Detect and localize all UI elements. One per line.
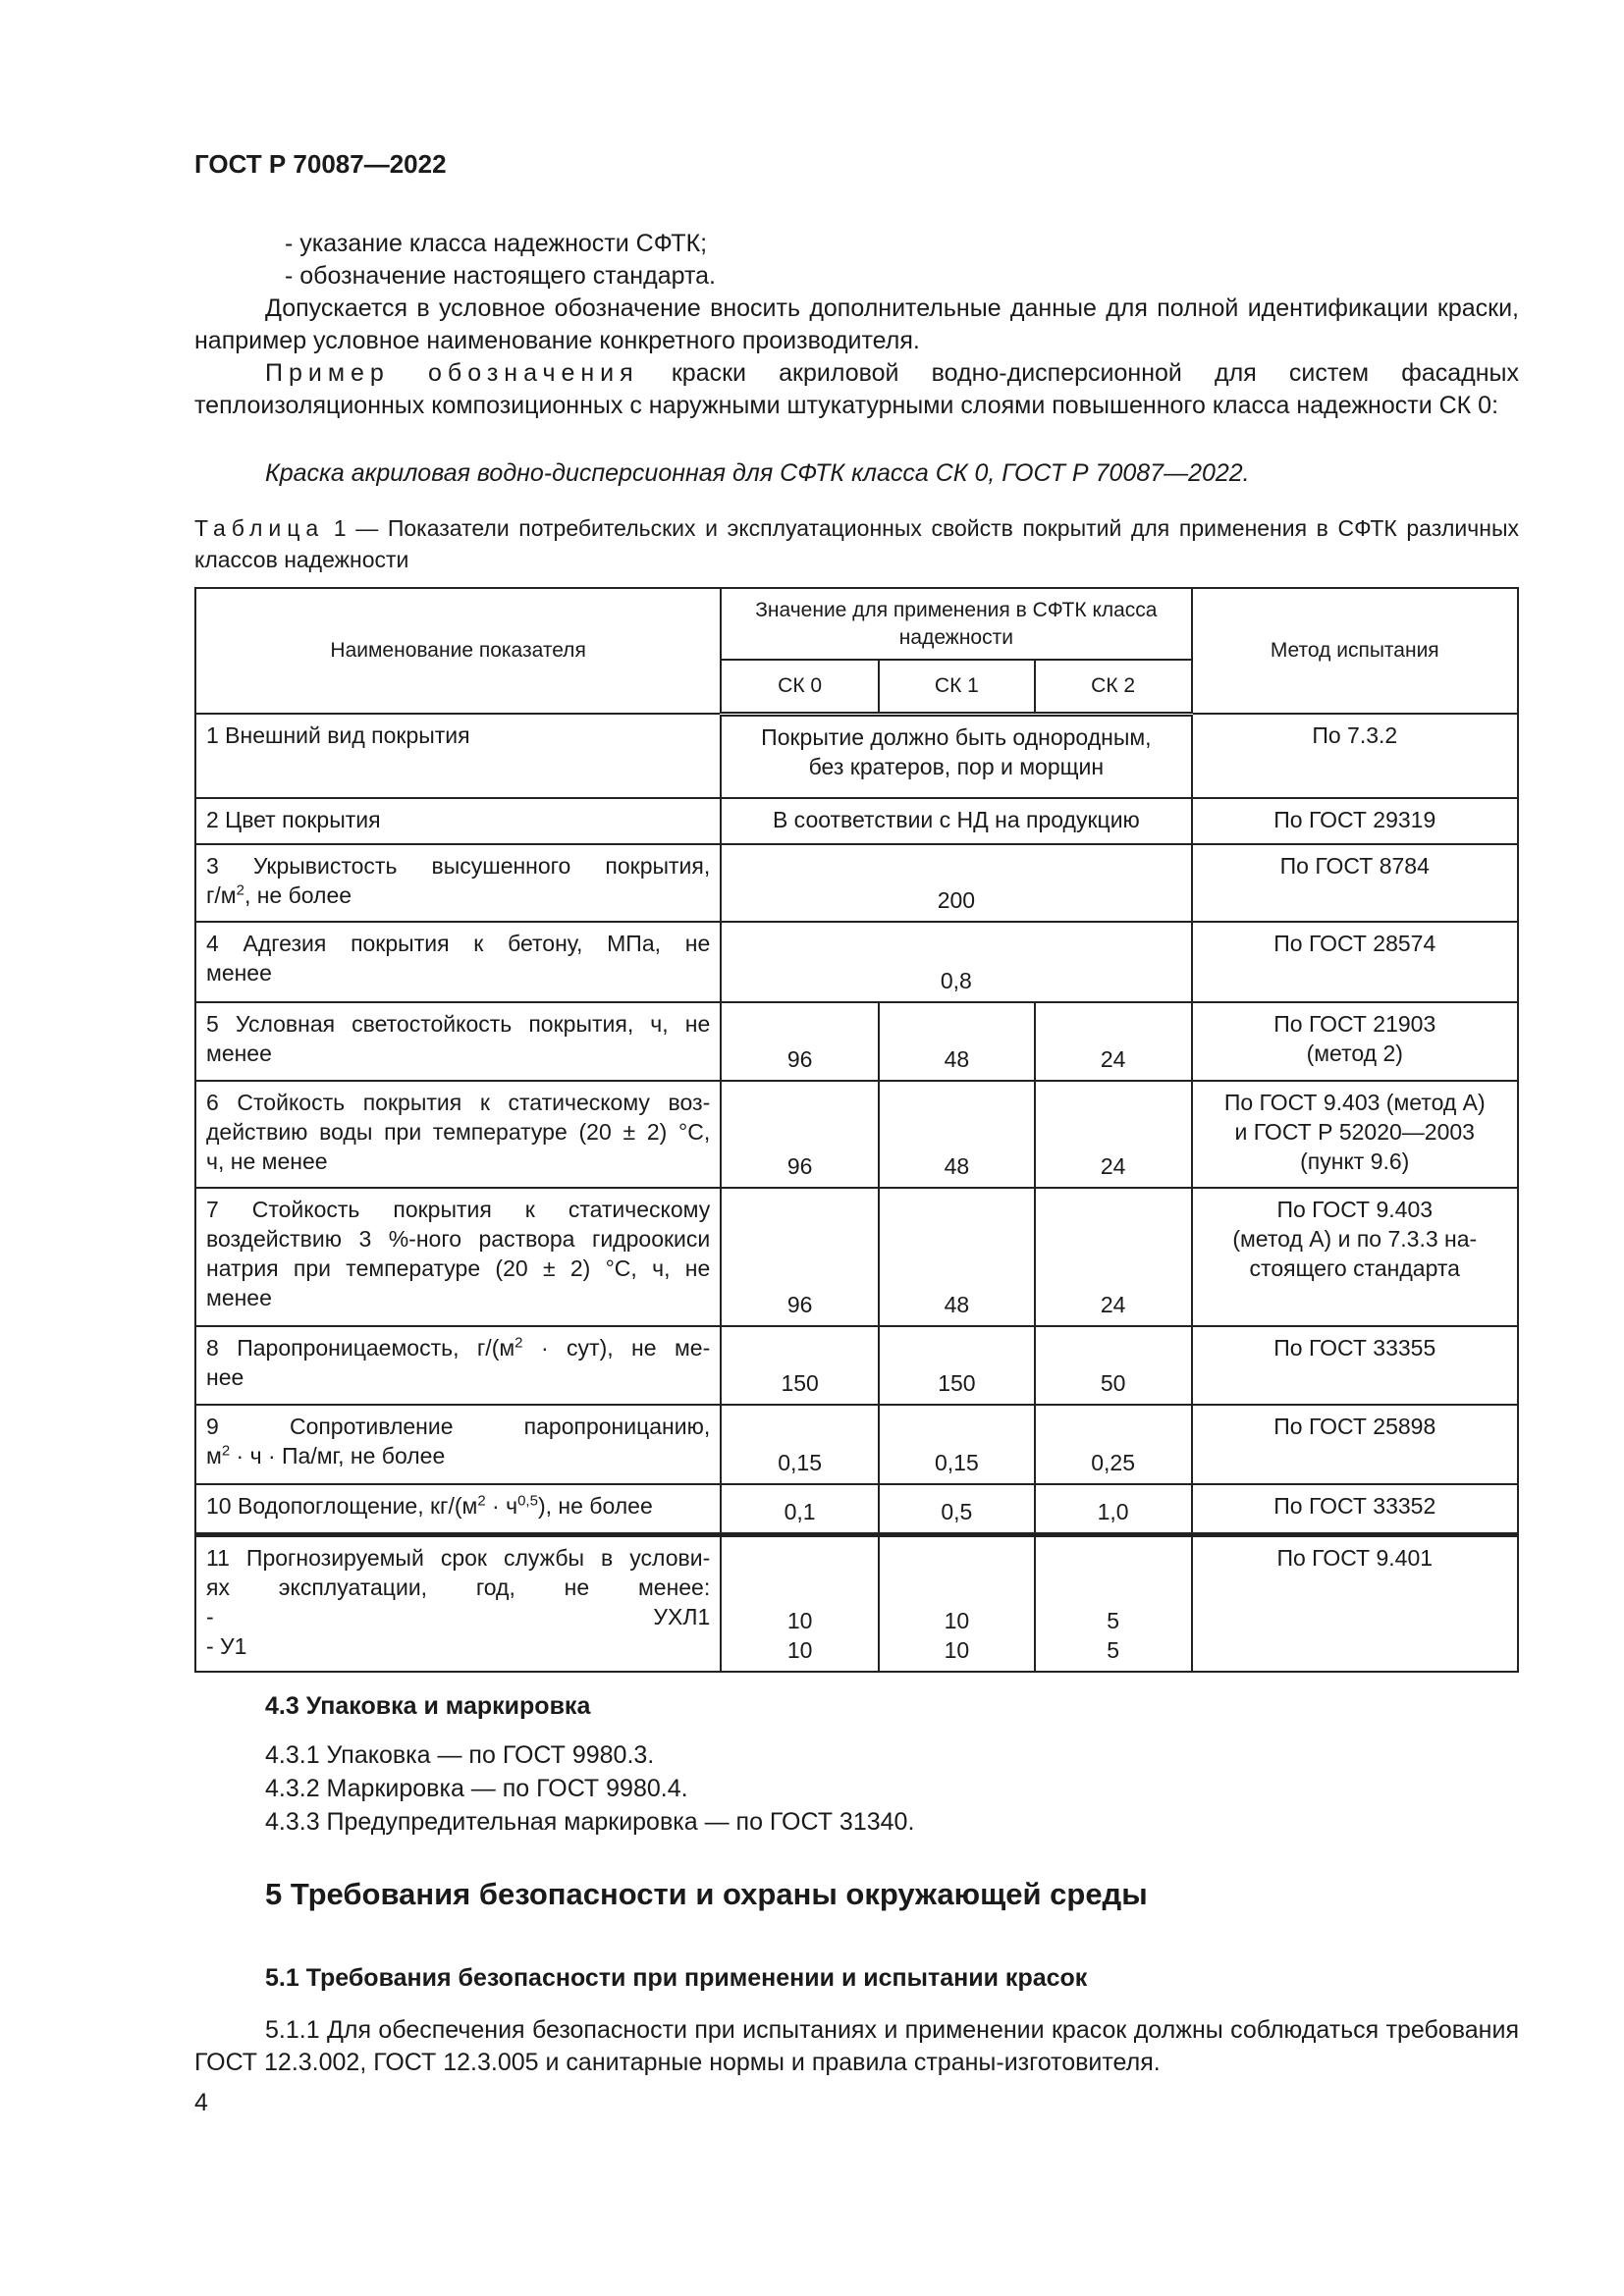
indicator-name-line bbox=[206, 881, 710, 910]
text: ), не более bbox=[537, 1493, 653, 1519]
value-ck2: 1,0 bbox=[1035, 1484, 1192, 1534]
indicator-name-line bbox=[206, 1543, 710, 1573]
indicator-name-line bbox=[206, 1631, 710, 1661]
indicator-name-line bbox=[206, 1117, 710, 1147]
indicator-name bbox=[195, 714, 721, 798]
test-method: По ГОСТ 9.403 (метод А) и ГОСТ Р 52020—2003 (пункт 9.6) bbox=[1192, 1081, 1519, 1188]
indicator-name bbox=[195, 1534, 721, 1672]
indicator-name bbox=[195, 844, 721, 922]
text: 10 Водопоглощение, кг/(м bbox=[206, 1493, 478, 1519]
section-heading: 5 Требования безопасности и охраны окружающей среды bbox=[265, 1877, 1148, 1911]
table-row bbox=[195, 1405, 1518, 1484]
value-ck2: 24 bbox=[1035, 1188, 1192, 1326]
table-caption bbox=[194, 512, 1519, 575]
text: 4 Адгезия покрытия к бетону, МПа, не bbox=[206, 931, 711, 956]
indicator-name bbox=[195, 1405, 721, 1484]
superscript: 2 bbox=[221, 1442, 231, 1460]
value-ck2: 24 bbox=[1035, 1002, 1192, 1081]
text: 6 Стойкость покрытия к статическому воз- bbox=[206, 1090, 711, 1115]
merged-value: В соответствии с НД на продукцию bbox=[721, 798, 1191, 844]
list-item: 4.3.1 Упаковка — по ГОСТ 9980.3. bbox=[265, 1741, 655, 1769]
text: - УХЛ1 bbox=[206, 1603, 711, 1629]
table-row bbox=[195, 1081, 1518, 1188]
indicator-name-line bbox=[206, 1254, 710, 1283]
superscript: 2 bbox=[514, 1334, 523, 1352]
value-ck1: 0,5 bbox=[879, 1484, 1035, 1534]
list-item: 4.3.3 Предупредительная маркировка — по ГОСТ 31340. bbox=[265, 1808, 915, 1836]
indicator-name-line bbox=[206, 1224, 710, 1254]
value-ck1: 48 bbox=[879, 1081, 1035, 1188]
test-method: По ГОСТ 33355 bbox=[1192, 1326, 1519, 1405]
indicator-name-line bbox=[206, 1283, 710, 1312]
text: 3 Укрывистость высушенного покрытия, bbox=[206, 853, 711, 879]
document-code: ГОСТ Р 70087—2022 bbox=[194, 149, 447, 179]
value-ck1: 48 bbox=[879, 1188, 1035, 1326]
text: м bbox=[206, 1443, 222, 1468]
value-ck0: 0,1 bbox=[721, 1484, 879, 1534]
indicator-name bbox=[195, 1484, 721, 1534]
test-method: По ГОСТ 33352 bbox=[1192, 1484, 1519, 1534]
indicator-name-line bbox=[206, 1491, 710, 1521]
test-method: По 7.3.2 bbox=[1192, 714, 1519, 798]
text: менее bbox=[206, 1285, 272, 1310]
value-ck0: 0,15 bbox=[721, 1405, 879, 1484]
table-row bbox=[195, 1188, 1518, 1326]
table-row bbox=[195, 844, 1518, 922]
text: · ч · Па/мг, не более bbox=[230, 1443, 446, 1468]
header-class-ck0: СК 0 bbox=[721, 660, 879, 714]
text: , не более bbox=[244, 882, 352, 908]
bullet-item: - указание класса надежности СФТК; bbox=[285, 230, 708, 257]
indicator-name-line bbox=[206, 721, 710, 750]
value-ck1: 0,15 bbox=[879, 1405, 1035, 1484]
text: 1 Внешний вид покрытия bbox=[206, 722, 470, 748]
indicator-name bbox=[195, 1326, 721, 1405]
indicator-name-line bbox=[206, 1441, 710, 1470]
indicator-name bbox=[195, 1002, 721, 1081]
indicator-name-line bbox=[206, 1147, 710, 1176]
value-ck2: 5 5 bbox=[1035, 1534, 1192, 1672]
indicator-name-line bbox=[206, 1009, 710, 1039]
text: действию воды при температуре (20 ± 2) °С, bbox=[206, 1119, 711, 1145]
example-label: Пример обозначения bbox=[265, 359, 639, 387]
text: · сут), не ме- bbox=[522, 1335, 711, 1361]
value-ck0: 96 bbox=[721, 1188, 879, 1326]
header-class-ck2: СК 2 bbox=[1035, 660, 1192, 714]
text: 2 Цвет покрытия bbox=[206, 807, 381, 832]
merged-value: 0,8 bbox=[721, 922, 1191, 1002]
superscript: 2 bbox=[477, 1492, 486, 1510]
test-method: По ГОСТ 28574 bbox=[1192, 922, 1519, 1002]
table-caption-text: 1 — Показатели потребительских и эксплуатационных свойств покрытий для применения в СФТК различных классов надежности bbox=[194, 515, 1519, 572]
text: 9 Сопротивление паропроницанию, bbox=[206, 1414, 711, 1439]
header-name: Наименование показателя bbox=[195, 588, 721, 714]
header-class-ck1: СК 1 bbox=[879, 660, 1035, 714]
indicator-name bbox=[195, 1081, 721, 1188]
value-ck1: 10 10 bbox=[879, 1534, 1035, 1672]
value-ck2: 24 bbox=[1035, 1081, 1192, 1188]
indicator-name-line bbox=[206, 929, 710, 958]
text: г/м bbox=[206, 882, 237, 908]
example-text: краски акриловой водно-дисперсионной для систем фасадных теплоизоляционных композиционных с наружными штукатурными слоями повышенного класса надежности СК 0: bbox=[194, 359, 1520, 419]
example-paragraph bbox=[194, 357, 1519, 422]
paragraph: Допускается в условное обозначение вносить дополнительные данные для полной идентификации краски, например условное наименование конкретного производителя. bbox=[194, 294, 1519, 354]
indicator-name-line bbox=[206, 1602, 710, 1631]
table-row bbox=[195, 714, 1518, 798]
list-item: 4.3.2 Маркировка — по ГОСТ 9980.4. bbox=[265, 1775, 688, 1802]
value-ck0: 96 bbox=[721, 1002, 879, 1081]
table-row bbox=[195, 1534, 1518, 1672]
text: воздействию 3 %-ного раствора гидроокиси bbox=[206, 1226, 711, 1252]
indicator-name-line bbox=[206, 1039, 710, 1068]
text: 11 Прогнозируемый срок службы в услови- bbox=[206, 1544, 711, 1571]
test-method: По ГОСТ 9.401 bbox=[1192, 1534, 1519, 1672]
value-ck1: 48 bbox=[879, 1002, 1035, 1081]
text: - У1 bbox=[206, 1632, 247, 1659]
test-method: По ГОСТ 9.403 (метод А) и по 7.3.3 на- стоящего стандарта bbox=[1192, 1188, 1519, 1326]
indicator-name-line bbox=[206, 805, 710, 834]
indicator-name bbox=[195, 798, 721, 844]
indicator-name-line bbox=[206, 1412, 710, 1441]
paragraph: 5.1.1 Для обеспечения безопасности при испытаниях и применении красок должны соблюдаться требования ГОСТ 12.3.002, ГОСТ 12.3.005 и санитарные нормы и правила страны-изготовителя. bbox=[194, 2016, 1519, 2076]
test-method: По ГОСТ 8784 bbox=[1192, 844, 1519, 922]
indicator-name-line bbox=[206, 1195, 710, 1224]
merged-value: 200 bbox=[721, 844, 1191, 922]
indicator-name-line bbox=[206, 1362, 710, 1392]
value-ck0: 96 bbox=[721, 1081, 879, 1188]
table-caption-label: Таблица bbox=[194, 515, 325, 541]
bullet-item: - обозначение настоящего стандарта. bbox=[285, 262, 716, 290]
table-row bbox=[195, 1484, 1518, 1534]
text: натрия при температуре (20 ± 2) °С, ч, не bbox=[206, 1255, 711, 1281]
indicator-name bbox=[195, 1188, 721, 1326]
header-method: Метод испытания bbox=[1192, 588, 1519, 714]
value-ck2: 0,25 bbox=[1035, 1405, 1192, 1484]
text: ч, не менее bbox=[206, 1148, 328, 1174]
value-ck0: 150 bbox=[721, 1326, 879, 1405]
text: менее bbox=[206, 1041, 272, 1066]
page-number: 4 bbox=[194, 2089, 208, 2116]
text: нее bbox=[206, 1364, 244, 1390]
superscript: 0,5 bbox=[517, 1492, 538, 1510]
indicator-name-line bbox=[206, 1573, 710, 1602]
table-row bbox=[195, 1002, 1518, 1081]
section-heading: 4.3 Упаковка и маркировка bbox=[265, 1692, 591, 1720]
indicator-name bbox=[195, 922, 721, 1002]
indicator-name-line bbox=[206, 1333, 710, 1362]
text: 8 Паропроницаемость, г/(м bbox=[206, 1335, 515, 1361]
properties-table bbox=[194, 587, 1519, 1673]
table-body bbox=[195, 714, 1518, 1672]
value-ck2: 50 bbox=[1035, 1326, 1192, 1405]
table-row bbox=[195, 798, 1518, 844]
text: 5 Условная светостойкость покрытия, ч, не bbox=[206, 1011, 711, 1037]
example-designation: Краска акриловая водно-дисперсионная для СФТК класса СК 0, ГОСТ Р 70087—2022. bbox=[265, 459, 1250, 487]
table-row bbox=[195, 1326, 1518, 1405]
table-row bbox=[195, 922, 1518, 1002]
indicator-name-line bbox=[206, 851, 710, 881]
text: менее bbox=[206, 960, 272, 986]
text: 7 Стойкость покрытия к статическому bbox=[206, 1197, 711, 1222]
merged-value: Покрытие должно быть однородным, без кратеров, пор и морщин bbox=[721, 714, 1191, 798]
text: · ч bbox=[485, 1493, 518, 1519]
subsection-heading: 5.1 Требования безопасности при применении и испытании красок bbox=[265, 1964, 1088, 1992]
indicator-name-line bbox=[206, 958, 710, 988]
text: ях эксплуатации, год, не менее: bbox=[206, 1574, 711, 1600]
superscript: 2 bbox=[236, 881, 244, 899]
value-ck1: 150 bbox=[879, 1326, 1035, 1405]
test-method: По ГОСТ 25898 bbox=[1192, 1405, 1519, 1484]
test-method: По ГОСТ 21903 (метод 2) bbox=[1192, 1002, 1519, 1081]
value-ck0: 10 10 bbox=[721, 1534, 879, 1672]
header-value-group: Значение для применения в СФТК класса надежности bbox=[721, 588, 1191, 660]
indicator-name-line bbox=[206, 1088, 710, 1117]
test-method: По ГОСТ 29319 bbox=[1192, 798, 1519, 844]
